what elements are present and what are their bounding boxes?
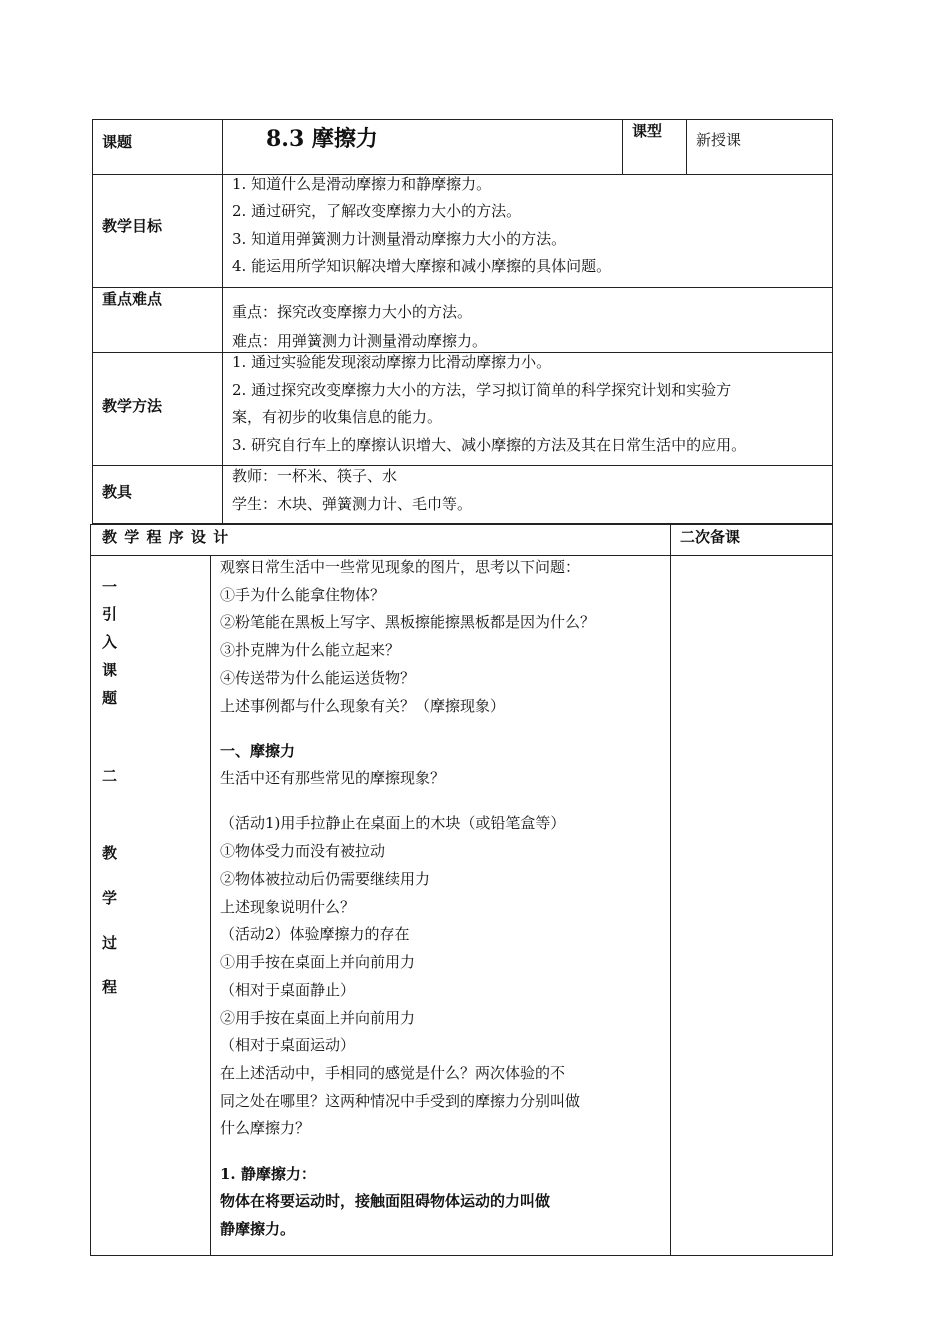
topic-label: 课题 [102,133,133,151]
row-divider [92,287,833,288]
side-char: 过 [102,934,118,952]
row-divider [92,465,833,466]
procedure-line: 上述事例都与什么现象有关？（摩擦现象） [220,697,506,715]
objectives-label: 教学目标 [102,217,163,235]
procedure-line: （相对于桌面运动） [220,1036,356,1054]
procedure-line: 生活中还有那些常见的摩擦现象？ [220,769,446,787]
procedure-line: 什么摩擦力？ [220,1119,311,1137]
procedure-label: 教 学 程 序 设 计 [102,528,229,546]
side-char: 一 [102,578,118,596]
procedure-line: 在上述活动中，手相同的感觉是什么？两次体验的不 [220,1064,566,1082]
lesson-type-value: 新授课 [696,131,742,149]
procedure-line: ②用手按在桌面上并向前用力 [220,1009,416,1027]
side-char: 引 [102,605,118,623]
tools-label: 教具 [102,483,133,501]
side-char: 题 [102,689,118,707]
procedure-line: ①手为什么能拿住物体？ [220,586,386,604]
side-char: 程 [102,978,118,996]
method-item: 3. 研究自行车上的摩擦认识增大、减小摩擦的方法及其在日常生活中的应用。 [232,436,747,454]
procedure-line: 同之处在哪里？这两种情况中手受到的摩擦力分别叫做 [220,1092,581,1110]
procedure-line: ③扑克牌为什么能立起来？ [220,641,401,659]
procedure-table [90,524,833,1256]
side-char: 二 [102,767,118,785]
objective-item: 3. 知道用弹簧测力计测量滑动摩擦力大小的方法。 [232,230,567,248]
label-column-divider [222,119,223,524]
tool-item: 教师：一杯米、筷子、水 [232,467,398,485]
procedure-line: （相对于桌面静止） [220,981,356,999]
method-item: 1. 通过实验能发现滚动摩擦力比滑动摩擦力小。 [232,353,552,371]
procedure-line: ②物体被拉动后仍需要继续用力 [220,870,431,888]
side-char: 学 [102,889,118,907]
header-divider [686,119,687,174]
methods-label: 教学方法 [102,397,163,415]
second-prep-label: 二次备课 [680,528,741,546]
side-char: 教 [102,844,118,862]
procedure-line: ②粉笔能在黑板上写字、黑板擦能擦黑板都是因为什么？ [220,613,596,631]
side-char: 入 [102,633,118,651]
section-heading: 一、摩擦力 [220,742,296,760]
header-divider [622,119,623,174]
procedure-line: ①用手按在桌面上并向前用力 [220,953,416,971]
procedure-line: 上述现象说明什么？ [220,898,356,916]
section-heading: 1. 静摩擦力： [220,1165,316,1183]
procedure-line: （活动1)用手拉静止在桌面上的木块（或铅笔盒等） [220,814,566,832]
objective-item: 2. 通过研究，了解改变摩擦力大小的方法。 [232,202,522,220]
objective-item: 4. 能运用所学知识解决增大摩擦和减小摩擦的具体问题。 [232,257,612,275]
tool-item: 学生：木块、弹簧测力计、毛巾等。 [232,495,473,513]
procedure-line: （活动2）体验摩擦力的存在 [220,925,410,943]
side-char: 课 [102,661,118,679]
method-item: 案，有初步的收集信息的能力。 [232,408,443,426]
keypoint-item: 重点：探究改变摩擦力大小的方法。 [232,303,473,321]
procedure-line: 观察日常生活中一些常见现象的图片，思考以下问题： [220,558,581,576]
method-item: 2. 通过探究改变摩擦力大小的方法，学习拟订简单的科学探究计划和实验方 [232,381,732,399]
lesson-type-label: 课型 [632,122,663,140]
objective-item: 1. 知道什么是滑动摩擦力和静摩擦力。 [232,175,492,193]
procedure-line: ④传送带为什么能运送货物？ [220,669,416,687]
procedure-header-divider [90,555,833,556]
keypoints-label: 重点难点 [102,290,163,308]
definition-line: 静摩擦力。 [220,1220,296,1238]
keypoint-item: 难点：用弹簧测力计测量滑动摩擦力。 [232,332,488,350]
definition-line: 物体在将要运动时，接触面阻碍物体运动的力叫做 [220,1192,551,1210]
second-prep-divider [670,524,671,1256]
side-column-divider [210,555,211,1256]
lesson-title: 8.3 摩擦力 [266,126,378,152]
procedure-line: ①物体受力而没有被拉动 [220,842,386,860]
